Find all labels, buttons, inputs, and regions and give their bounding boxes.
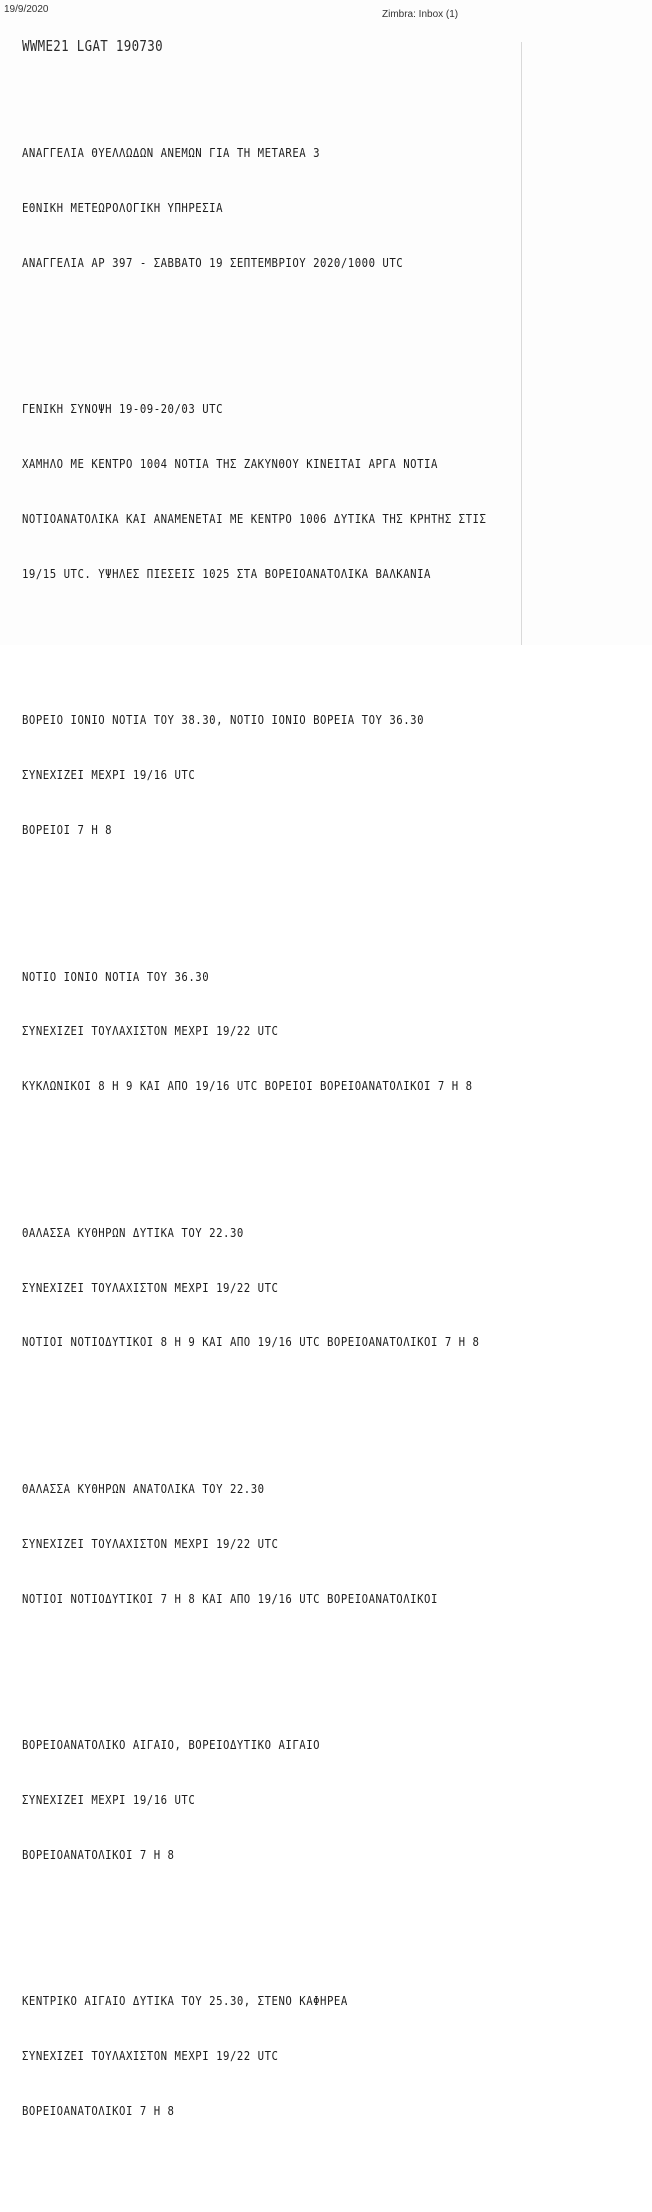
text-line: ΓΕΝΙΚΗ ΣΥΝΟΨΗ 19-09-20/03 UTC [22,401,224,417]
text-line: ΑΝΑΓΓΕΛΙΑ ΑΡ 397 - ΣΑΒΒΑΤΟ 19 ΣΕΠΤΕΜΒΡΙΟΥ 2020/1000 UTC [22,254,404,270]
text-line: ΒΟΡΕΙΟΙ 7 Η 8 [22,822,113,838]
print-date: 19/9/2020 [4,4,49,15]
paragraph-area-north-ionian [22,675,486,876]
paragraph-area-kythira-west [22,1187,486,1388]
text-line: ΝΟΤΙΟΙ ΝΟΤΙΟΔΥΤΙΚΟΙ 7 Η 8 ΚΑΙ ΑΠΟ 19/16 UTC ΒΟΡΕΙΟΑΝΑΤΟΛΙΚΟΙ [22,1590,438,1606]
paragraph-general-synopsis [22,364,486,620]
text-line: ΑΝΑΓΓΕΛΙΑ ΘΥΕΛΛΩΔΩΝ ΑΝΕΜΩΝ ΓΙΑ ΤΗ METAREA 3 [22,145,321,161]
text-line: ΧΑΜΗΛΟ ΜΕ ΚΕΝΤΡΟ 1004 ΝΟΤΙΑ ΤΗΣ ΖΑΚΥΝΘΟΥ ΚΙΝΕΙΤΑΙ ΑΡΓΑ ΝΟΤΙΑ [22,456,438,472]
paragraph-area-south-ionian [22,931,486,1132]
paragraph-warning-title [22,108,486,309]
text-line: 19/15 UTC. ΥΨΗΛΕΣ ΠΙΕΣΕΙΣ 1025 ΣΤΑ ΒΟΡΕΙΟΑΝΑΤΟΛΙΚΑ ΒΑΛΚΑΝΙΑ [22,566,431,582]
paragraph-area-kythira-east [22,1443,486,1644]
text-line: ΒΟΡΕΙΟΑΝΑΤΟΛΙΚΟΙ 7 Η 8 [22,1846,175,1862]
message-body [22,71,486,2212]
text-line: ΒΟΡΕΙΟΑΝΑΤΟΛΙΚΟΙ 7 Η 8 [22,2102,175,2118]
text-line: ΣΥΝΕΧΙΖΕΙ ΤΟΥΛΑΧΙΣΤΟΝ ΜΕΧΡΙ 19/22 UTC [22,2048,279,2064]
text-line: ΣΥΝΕΧΙΖΕΙ ΤΟΥΛΑΧΙΣΤΟΝ ΜΕΧΡΙ 19/22 UTC [22,1279,279,1295]
text-line: ΚΕΝΤΡΙΚΟ ΑΙΓΑΙΟ ΔΥΤΙΚΑ ΤΟΥ 25.30, ΣΤΕΝΟ ΚΑΦΗΡΕΑ [22,1993,348,2009]
paragraph-area-north-aegean [22,1699,486,1900]
text-line: ΒΟΡΕΙΟ ΙΟΝΙΟ ΝΟΤΙΑ ΤΟΥ 38.30, ΝΟΤΙΟ ΙΟΝΙΟ ΒΟΡΕΙΑ ΤΟΥ 36.30 [22,712,425,728]
text-line: ΣΥΝΕΧΙΖΕΙ ΜΕΧΡΙ 19/16 UTC [22,1791,196,1807]
text-line: ΣΥΝΕΧΙΖΕΙ ΤΟΥΛΑΧΙΣΤΟΝ ΜΕΧΡΙ 19/22 UTC [22,1023,279,1039]
text-line: ΝΟΤΙΟ ΙΟΝΙΟ ΝΟΤΙΑ ΤΟΥ 36.30 [22,968,210,984]
text-line: ΚΥΚΛΩΝΙΚΟΙ 8 Η 9 ΚΑΙ ΑΠΟ 19/16 UTC ΒΟΡΕΙΟΙ ΒΟΡΕΙΟΑΝΑΤΟΛΙΚΟΙ 7 Η 8 [22,1078,473,1094]
paragraph-area-central-aegean [22,1956,486,2157]
text-line: ΝΟΤΙΟΑΝΑΤΟΛΙΚΑ ΚΑΙ ΑΝΑΜΕΝΕΤΑΙ ΜΕ ΚΕΝΤΡΟ 1006 ΔΥΤΙΚΑ ΤΗΣ ΚΡΗΤΗΣ ΣΤΙΣ [22,511,487,527]
wmo-header: WWME21 LGAT 190730 [22,37,163,55]
text-line: ΕΘΝΙΚΗ ΜΕΤΕΩΡΟΛΟΓΙΚΗ ΥΠΗΡΕΣΙΑ [22,200,224,216]
text-line: ΣΥΝΕΧΙΖΕΙ ΤΟΥΛΑΧΙΣΤΟΝ ΜΕΧΡΙ 19/22 UTC [22,1535,279,1551]
text-line: ΝΟΤΙΟΙ ΝΟΤΙΟΔΥΤΙΚΟΙ 8 Η 9 ΚΑΙ ΑΠΟ 19/16 UTC ΒΟΡΕΙΟΑΝΑΤΟΛΙΚΟΙ 7 Η 8 [22,1334,480,1350]
scan-edge-divider [521,42,522,645]
text-line: ΘΑΛΑΣΣΑ ΚΥΘΗΡΩΝ ΑΝΑΤΟΛΙΚΑ ΤΟΥ 22.30 [22,1480,265,1496]
text-line: ΘΑΛΑΣΣΑ ΚΥΘΗΡΩΝ ΔΥΤΙΚΑ ΤΟΥ 22.30 [22,1224,244,1240]
text-line: ΒΟΡΕΙΟΑΝΑΤΟΛΙΚΟ ΑΙΓΑΙΟ, ΒΟΡΕΙΟΔΥΤΙΚΟ ΑΙΓΑΙΟ [22,1737,321,1753]
window-title: Zimbra: Inbox (1) [382,9,459,20]
text-line: ΣΥΝΕΧΙΖΕΙ ΜΕΧΡΙ 19/16 UTC [22,767,196,783]
